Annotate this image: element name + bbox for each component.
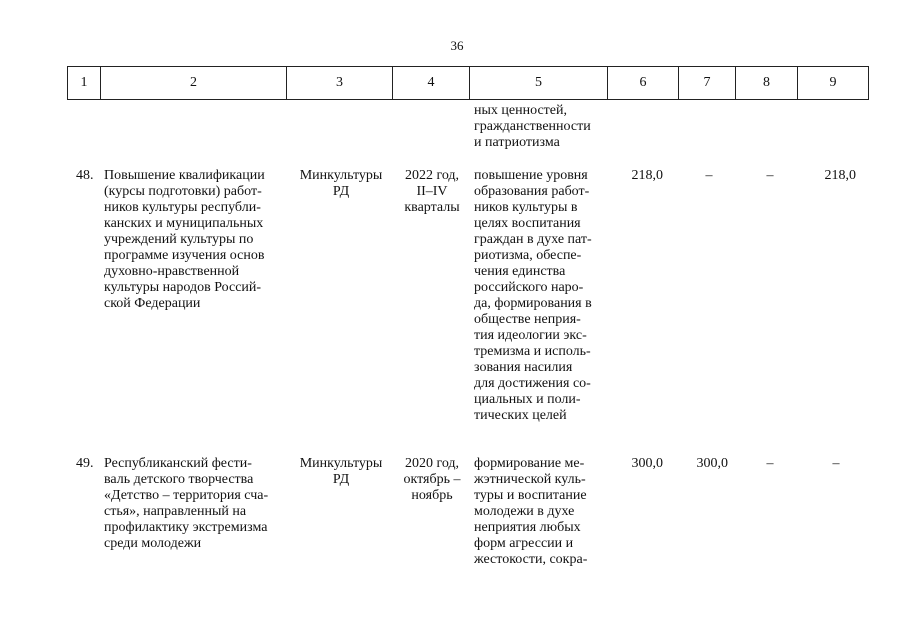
header-col-5: 5 (470, 67, 608, 100)
title-line: ников культуры республи- (104, 200, 261, 215)
row-48-number: 48. (76, 168, 94, 183)
row-48-col9: 218,0 (824, 168, 856, 183)
result-line: тремизма и исполь- (474, 344, 591, 359)
executor-line: РД (332, 184, 350, 199)
title-line: канских и муниципальных (104, 216, 264, 231)
result-line: чения единства (474, 264, 566, 279)
period-line: II–IV (416, 184, 448, 199)
result-line: риотизма, обеспе- (474, 248, 582, 263)
title-line: среди молодежи (104, 536, 202, 551)
result-line: и патриотизма (474, 135, 560, 150)
result-line: повышение уровня (474, 168, 588, 183)
title-line: «Детство – территория сча- (104, 488, 269, 503)
header-col-4: 4 (393, 67, 470, 100)
result-line: ников культуры в (474, 200, 578, 215)
title-line: культуры народов Россий- (104, 280, 262, 295)
row-49-col9: – (832, 456, 840, 471)
header-col-6: 6 (608, 67, 679, 100)
period-line: октябрь – (403, 472, 461, 487)
row-49-period (396, 456, 468, 504)
header-col-3: 3 (287, 67, 393, 100)
result-line: гражданственности (474, 119, 591, 134)
row-49-col7: 300,0 (696, 456, 728, 471)
header-col-8: 8 (736, 67, 798, 100)
row-49-result (474, 456, 606, 568)
result-line: жэтнической куль- (474, 472, 586, 487)
executor-line: Минкультуры (299, 168, 383, 183)
title-line: духовно-нравственной (104, 264, 240, 279)
row-49-col8: – (766, 456, 774, 471)
period-line: 2020 год, (404, 456, 460, 471)
result-line: тия идеологии экс- (474, 328, 587, 343)
result-line: целях воспитания (474, 216, 581, 231)
page-number: 36 (450, 38, 464, 53)
result-line: ных ценностей, (474, 103, 567, 118)
column-number-header (67, 66, 869, 100)
row-48-col7: – (705, 168, 713, 183)
row-49-executor (290, 456, 392, 488)
result-line: граждан в духе пат- (474, 232, 592, 247)
header-col-7: 7 (679, 67, 736, 100)
title-line: стья», направленный на (104, 504, 247, 519)
header-col-2: 2 (101, 67, 287, 100)
row-48-title (104, 168, 287, 312)
row-48-result (474, 168, 606, 424)
title-line: (курсы подготовки) работ- (104, 184, 262, 199)
title-line: профилактику экстремизма (104, 520, 268, 535)
result-line: тических целей (474, 408, 567, 423)
row-48-period (396, 168, 468, 216)
result-line: молодежи в духе (474, 504, 575, 519)
result-line: да, формирования в (474, 296, 592, 311)
result-line: форм агрессии и (474, 536, 574, 551)
title-line: валь детского творчества (104, 472, 254, 487)
result-line: российского наро- (474, 280, 584, 295)
period-line: ноябрь (411, 488, 453, 503)
title-line: программе изучения основ (104, 248, 265, 263)
row-48-col8: – (766, 168, 774, 183)
row-49-title (104, 456, 287, 552)
period-line: кварталы (404, 200, 460, 215)
title-line: Республиканский фести- (104, 456, 252, 471)
result-line: образования работ- (474, 184, 590, 199)
result-line: зования насилия (474, 360, 573, 375)
result-line: формирование ме- (474, 456, 585, 471)
result-line: циальных и поли- (474, 392, 581, 407)
continuation-result (474, 103, 606, 151)
result-line: для достижения со- (474, 376, 591, 391)
result-line: обществе неприя- (474, 312, 581, 327)
executor-line: РД (332, 472, 350, 487)
title-line: Повышение квалификации (104, 168, 265, 183)
row-49-col6: 300,0 (631, 456, 663, 471)
result-line: туры и воспитание (474, 488, 587, 503)
result-line: неприятия любых (474, 520, 581, 535)
title-line: учреждений культуры по (104, 232, 254, 247)
result-line: жестокости, сокра- (474, 552, 588, 567)
executor-line: Минкультуры (299, 456, 383, 471)
header-col-9: 9 (798, 67, 869, 100)
row-49-number: 49. (76, 456, 94, 471)
title-line: ской Федерации (104, 296, 201, 311)
period-line: 2022 год, (404, 168, 460, 183)
row-48-col6: 218,0 (631, 168, 663, 183)
header-col-1: 1 (68, 67, 101, 100)
row-48-executor (290, 168, 392, 200)
